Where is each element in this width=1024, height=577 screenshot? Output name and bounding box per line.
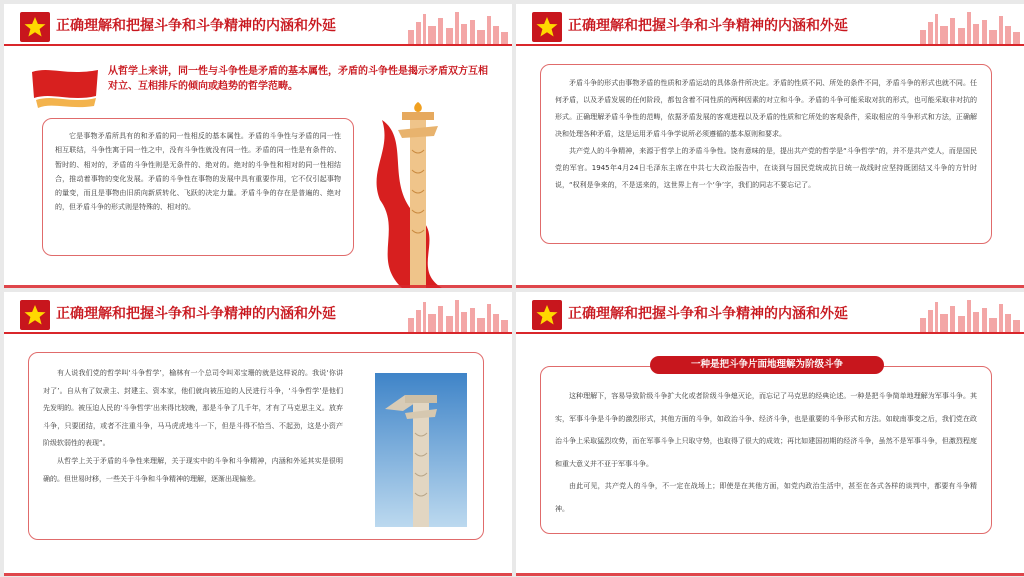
body-paragraph: 它是事物矛盾所具有的和矛盾的同一性相反的基本属性。矛盾的斗争性与矛盾的同一性相互联结，斗争性寓于同一性之中，没有斗争性就没有同一性。矛盾的同一性是有条件的、暂时的、相对的，矛盾的斗争性则是无条件的、绝对的。绝对的斗争性和相对的同一性相结合，推动着事物的变化发展。矛盾的斗争性在事物的发展中具有重要作用，它不仅引起事物的量变，而且是事物由旧质向新质转化、飞跃的决定力量。矛盾斗争的存在是普遍的、绝对的，但矛盾斗争的形式则是特殊的、相对的。 [55, 132, 341, 212]
red-star-icon [535, 15, 559, 39]
slide-3[interactable] [4, 292, 512, 576]
content-card [540, 366, 992, 534]
star-badge [532, 12, 562, 42]
content-card [42, 118, 354, 256]
header-rule [516, 332, 1024, 334]
star-badge [532, 300, 562, 330]
body-paragraph-2: 共产党人的斗争精神，来源于哲学上的矛盾斗争性。饶有意味的是，提出共产党的哲学是“斗争哲学”的，并不是共产党人，而是国民党的军官。1945年4月24日毛泽东主席在中共七大政治报告中，在谈到与国民党统成抗日统一战线时应坚持既团结又斗争的方针时说，“权利是争来的，不是送来的，这世界上有一个‘争’字，我们的同志不要忘记了。 [555, 147, 977, 189]
header-rule [4, 44, 512, 46]
red-star-icon [23, 303, 47, 327]
header-rule [516, 44, 1024, 46]
red-flag-icon [30, 66, 100, 110]
slide-title: 正确理解和把握斗争和斗争精神的内涵和外延 [568, 18, 848, 34]
content-card [28, 352, 484, 540]
body-paragraph-1: 有人说我们党的哲学叫‘斗争哲学’，榆林有一个总司令叫邓宝珊的就是这样说的。我说‘你讲对了’。自从有了奴隶主、封建主、资本家，他们就向被压迫的人民进行斗争，‘斗争哲学’是他们先发明的。被压迫人民的‘斗争哲学’出来得比较晚，那是斗争了几千年，才有了马克思主义。放弃斗争，只要团结，或者不注重斗争，马马虎虎地斗一下，但是斗得不恰当、不起劲，这是小资产阶级软弱性的表现”。 [43, 369, 343, 448]
slide-title: 正确理解和把握斗争和斗争精神的内涵和外延 [568, 306, 848, 322]
body-paragraph-1: 这种理解下，容易导致阶级斗争扩大化或者阶级斗争熄灭论，而忘记了马克思的经典论述。一种是把斗争简单地理解为军事斗争。其实，军事斗争是斗争的激烈形式，其他方面的斗争，如政治斗争、经济斗争，也是重要的斗争形式和方法。如皖南事变之后，我们党在政治斗争上采取猛烈攻势，而在军事斗争上只取守势，也取得了很大的成效；再比如建国初期的经济斗争，虽然不是军事斗争，但激烈程度和重大意义并不亚于军事斗争。 [555, 392, 977, 468]
city-skyline-icon [918, 296, 1022, 332]
city-skyline-icon [918, 8, 1022, 44]
body-paragraph-2: 从哲学上关于矛盾的斗争性来理解，关于现实中的斗争和斗争精神，内涵和外延其实是很明确的。但世易时移，一些关于斗争和斗争精神的理解，逐渐出现偏差。 [43, 456, 343, 483]
slide-4[interactable] [516, 292, 1024, 576]
lead-statement: 从哲学上来讲，同一性与斗争性是矛盾的基本属性，矛盾的斗争性是揭示矛盾双方互相对立、互相排斥的倾向或趋势的哲学范畴。 [108, 66, 488, 92]
body-paragraph-2: 由此可见，共产党人的斗争，不一定在战场上；即使是在其他方面，如党内政治生活中，甚至在各式各样的谈判中，都要有斗争精神。 [555, 482, 977, 513]
huabiao-photo [375, 373, 467, 527]
footer-bar [516, 285, 1024, 288]
body-paragraph-1: 矛盾斗争的形式由事物矛盾的性质和矛盾运动的具体条件所决定。矛盾的性质不同、所处的条件不同，矛盾斗争的形式也就不同。任何矛盾，以及矛盾发展的任何阶段，都包含着不同性质的两种因素的对立和斗争。矛盾的斗争可能采取对抗的形式，也可能采取非对抗的形式。正确理解矛盾斗争性的范畴，依据矛盾发展的客观进程以及矛盾的性质和它所处的客观条件，采取相应的斗争形式和方法，正确解决和处理各种矛盾，这是运用矛盾斗争学说所必须遵循的基本原则和要求。 [555, 79, 977, 138]
slide-1[interactable] [4, 4, 512, 288]
section-banner: 一种是把斗争片面地理解为阶级斗争 [650, 356, 884, 374]
header-rule [4, 332, 512, 334]
footer-bar [4, 285, 512, 288]
footer-bar [516, 573, 1024, 576]
star-badge [20, 12, 50, 42]
footer-bar [4, 573, 512, 576]
slide-title: 正确理解和把握斗争和斗争精神的内涵和外延 [56, 18, 336, 34]
star-badge [20, 300, 50, 330]
content-card [540, 64, 992, 244]
red-star-icon [23, 15, 47, 39]
slide-2[interactable] [516, 4, 1024, 288]
red-star-icon [535, 303, 559, 327]
huabiao-pillar-illustration [372, 100, 456, 288]
city-skyline-icon [406, 296, 510, 332]
city-skyline-icon [406, 8, 510, 44]
slide-title: 正确理解和把握斗争和斗争精神的内涵和外延 [56, 306, 336, 322]
